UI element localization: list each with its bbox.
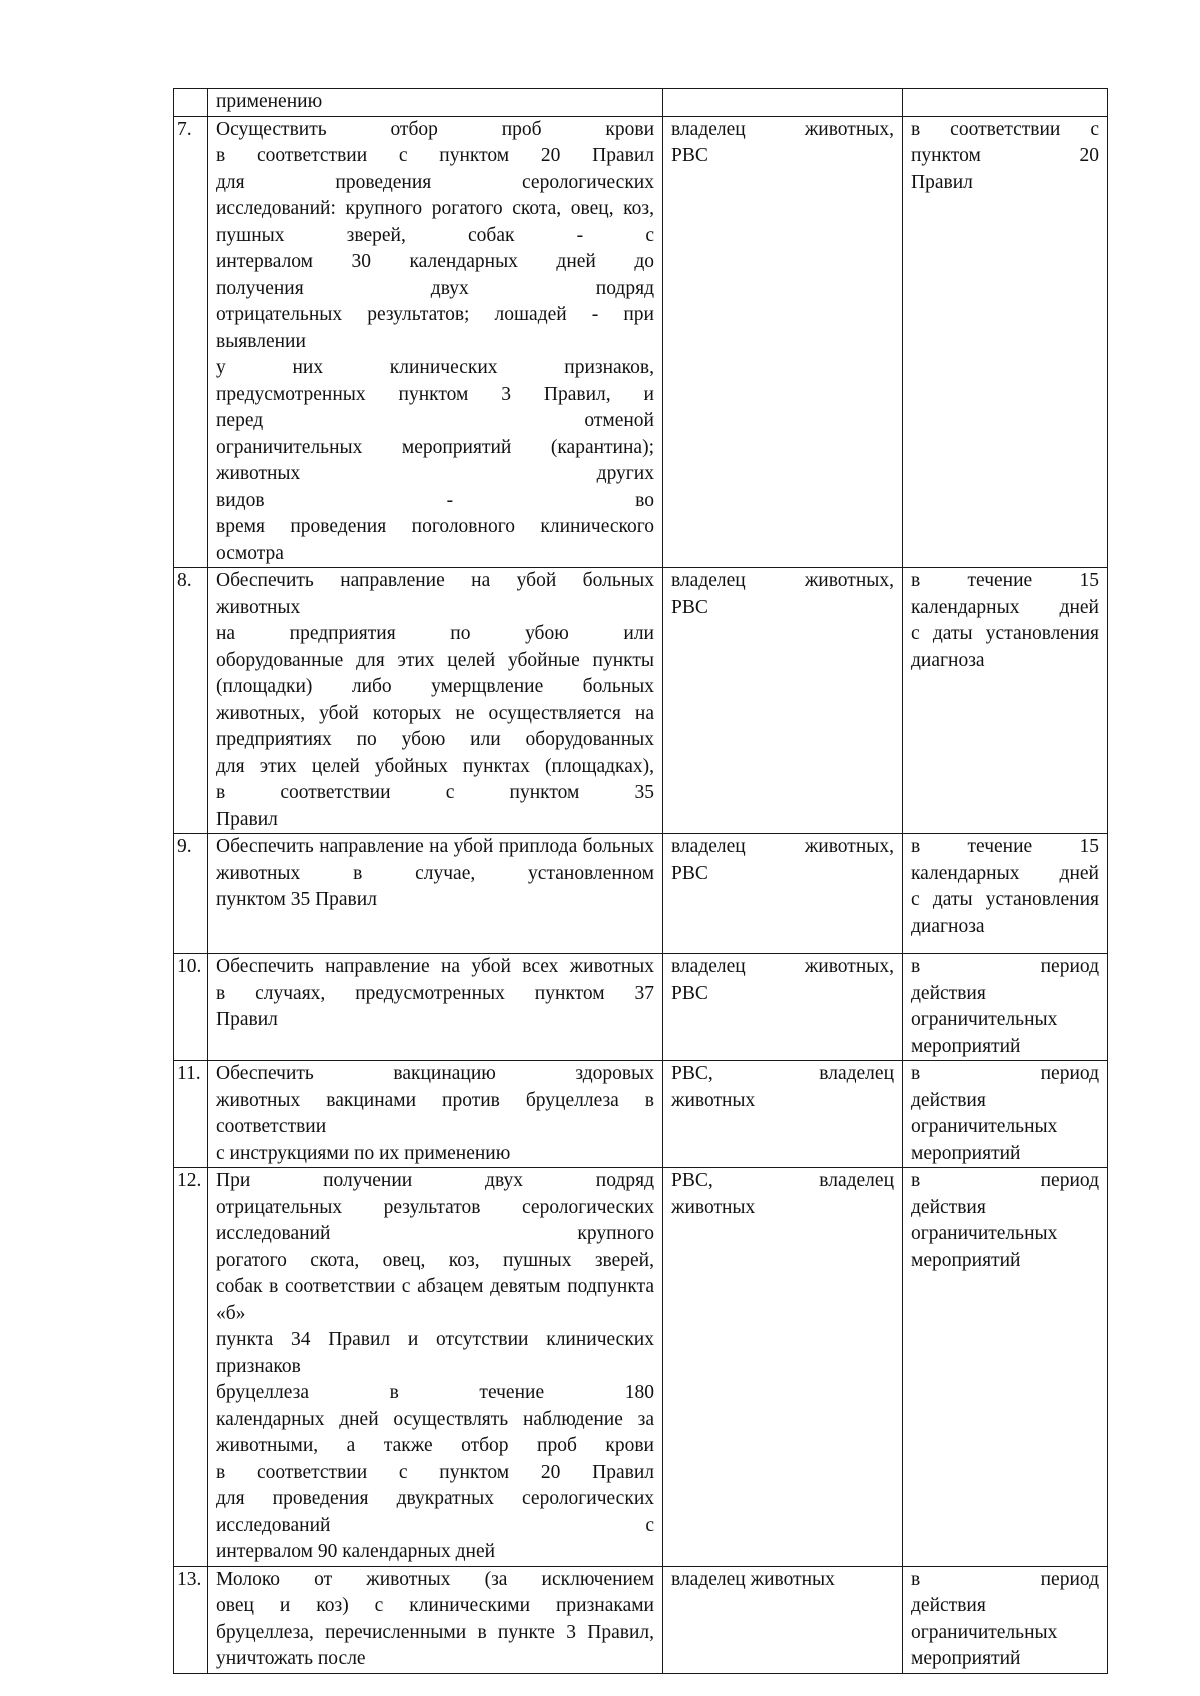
text-line: овец и коз) с клиническими признаками — [216, 1595, 654, 1616]
text-line: бруцеллеза, перечисленными в пункте 3 Правил, уничтожать после — [216, 1621, 654, 1669]
text-line: в период — [911, 1170, 1099, 1191]
text-line: владелец животных, — [671, 956, 894, 977]
measure-description — [208, 954, 663, 1061]
text-line: животных, убой которых не осуществляется на — [216, 702, 654, 724]
text-line: видов - во — [216, 489, 654, 511]
deadline — [903, 89, 1108, 117]
text-line: предприятиях по убою или оборудованных — [216, 729, 654, 750]
text-line: календарных дней — [911, 596, 1099, 618]
text-line: в период — [911, 1063, 1099, 1084]
responsible-party — [663, 834, 903, 954]
text-line: для этих целей убойных пунктах (площадках), — [216, 755, 654, 777]
text-line: ограничительных мероприятий (карантина); животных других — [216, 436, 654, 484]
text-line: интервалом 30 календарных дней до — [216, 251, 654, 272]
text-line: собак в соответствии с абзацем девятым подпункта «б» — [216, 1276, 654, 1324]
text-line: действия ограничительных — [911, 982, 1058, 1030]
text-line: на предприятия по убою или — [216, 623, 654, 644]
row-number: 12. — [174, 1168, 208, 1567]
text-line: При получении двух подряд — [216, 1170, 654, 1191]
text-line: Правил — [911, 171, 973, 193]
table-row — [174, 1168, 1108, 1567]
measures-table — [173, 88, 1108, 1674]
responsible-party — [663, 954, 903, 1061]
deadline — [903, 954, 1108, 1061]
text-line: для проведения двукратных серологических исследований с — [216, 1488, 654, 1536]
table-row — [174, 1566, 1108, 1673]
table-body — [174, 89, 1108, 1674]
text-line: пушных зверей, собак - с — [216, 224, 654, 246]
table-row — [174, 568, 1108, 834]
text-line: время проведения поголовного клинического — [216, 516, 654, 537]
text-line: мероприятий — [911, 1035, 1021, 1057]
text-line: в соответствии с — [911, 118, 1099, 140]
responsible-party — [663, 1061, 903, 1168]
row-number: 7. — [174, 116, 208, 568]
responsible-party — [663, 1168, 903, 1567]
deadline — [903, 1168, 1108, 1567]
text-line: пунктом 20 — [911, 145, 1099, 166]
table-row — [174, 116, 1108, 568]
text-line: исследований: крупного рогатого скота, овец, коз, — [216, 198, 654, 219]
text-line: мероприятий — [911, 1249, 1021, 1271]
table-row — [174, 834, 1108, 954]
text-line: животных — [671, 1196, 756, 1218]
table-row — [174, 954, 1108, 1061]
text-line: в период — [911, 1568, 1099, 1590]
measure-description — [208, 1168, 663, 1567]
text-line: действия ограничительных — [911, 1089, 1058, 1137]
row-number — [174, 89, 208, 117]
text-line: диагноза — [911, 649, 985, 671]
text-line: отрицательных результатов серологических исследований крупного — [216, 1196, 654, 1244]
text-line: Осуществить отбор проб крови — [216, 118, 654, 140]
text-line: календарных дней осуществлять наблюдение за — [216, 1408, 654, 1430]
text-line: диагноза — [911, 915, 985, 937]
text-line: рогатого скота, овец, коз, пушных зверей, — [216, 1249, 654, 1271]
responsible-party — [663, 568, 903, 834]
text-line: мероприятий — [911, 1142, 1021, 1164]
text-line: осмотра — [216, 542, 284, 564]
deadline — [903, 116, 1108, 568]
table-row — [174, 1061, 1108, 1168]
row-number: 9. — [174, 834, 208, 954]
row-number: 10. — [174, 954, 208, 1061]
text-line: Обеспечить направление на убой приплода больных — [216, 836, 654, 857]
deadline — [903, 1061, 1108, 1168]
row-number: 8. — [174, 568, 208, 834]
text-line: в течение 15 — [911, 570, 1099, 591]
text-line: предусмотренных пунктом 3 Правил, и — [216, 383, 654, 405]
measure-description — [208, 568, 663, 834]
text-line: Обеспечить вакцинацию здоровых — [216, 1063, 654, 1084]
text-line: в течение 15 — [911, 836, 1099, 857]
text-line: в соответствии с пунктом 20 Правил — [216, 145, 654, 166]
text-line: владелец животных, — [671, 836, 894, 857]
text-line: отрицательных результатов; лошадей - при выявлении — [216, 304, 654, 352]
text-line: РВС, владелец — [671, 1170, 894, 1191]
text-line: РВС — [671, 596, 708, 618]
measure-description — [208, 116, 663, 568]
deadline — [903, 568, 1108, 834]
text-line: животных в случае, установленном — [216, 862, 654, 884]
text-line: РВС — [671, 145, 708, 166]
text-line: пунктом 35 Правил — [216, 889, 377, 910]
measure-description: применению — [208, 89, 663, 117]
row-number: 13. — [174, 1566, 208, 1673]
text-line: Обеспечить направление на убой больных животных — [216, 570, 654, 618]
text-line: календарных дней — [911, 862, 1099, 884]
text-line: владелец животных, — [671, 118, 894, 140]
measure-description — [208, 834, 663, 954]
text-line: Правил — [216, 1009, 278, 1030]
text-line: в случаях, предусмотренных пунктом 37 — [216, 982, 654, 1004]
measure-description — [208, 1061, 663, 1168]
text-line: получения двух подряд — [216, 277, 654, 299]
text-line: владелец животных, — [671, 570, 894, 591]
text-line: мероприятий — [911, 1648, 1021, 1669]
text-line: животных вакцинами против бруцеллеза в соответствии — [216, 1089, 654, 1137]
text-line: интервалом 90 календарных дней — [216, 1541, 496, 1562]
responsible-party — [663, 89, 903, 117]
text-line: в период — [911, 956, 1099, 977]
text-line: в соответствии с пунктом 35 — [216, 782, 654, 803]
measure-description — [208, 1566, 663, 1673]
text-line: в соответствии с пунктом 20 Правил — [216, 1461, 654, 1483]
text-line: с инструкциями по их применению — [216, 1142, 511, 1164]
deadline — [903, 1566, 1108, 1673]
row-number: 11. — [174, 1061, 208, 1168]
text-line: у них клинических признаков, — [216, 357, 654, 378]
text-line: Молоко от животных (за исключением — [216, 1568, 654, 1590]
deadline — [903, 834, 1108, 954]
text-line: РВС — [671, 982, 708, 1004]
text-line: с даты установления — [911, 889, 1099, 910]
text-line: для проведения серологических — [216, 171, 654, 193]
text-line: бруцеллеза в течение 180 — [216, 1382, 654, 1403]
text-line: оборудованные для этих целей убойные пункты — [216, 649, 654, 671]
table-row — [174, 89, 1108, 117]
text-line: Правил — [216, 808, 278, 830]
text-line: пункта 34 Правил и отсутствии клинических признаков — [216, 1329, 654, 1377]
text-line: РВС, владелец — [671, 1063, 894, 1084]
text-line: животными, а также отбор проб крови — [216, 1435, 654, 1456]
text-line: с даты установления — [911, 623, 1099, 644]
text-line: РВС — [671, 862, 708, 884]
responsible-party — [663, 116, 903, 568]
text-line: Обеспечить направление на убой всех животных — [216, 956, 654, 977]
text-line: животных — [671, 1089, 756, 1111]
responsible-party: владелец животных — [663, 1566, 903, 1673]
text-line: перед отменой — [216, 410, 654, 431]
text-line: действия ограничительных — [911, 1595, 1058, 1643]
text-line: действия ограничительных — [911, 1196, 1058, 1244]
text-line: (площадки) либо умерщвление больных — [216, 676, 654, 697]
